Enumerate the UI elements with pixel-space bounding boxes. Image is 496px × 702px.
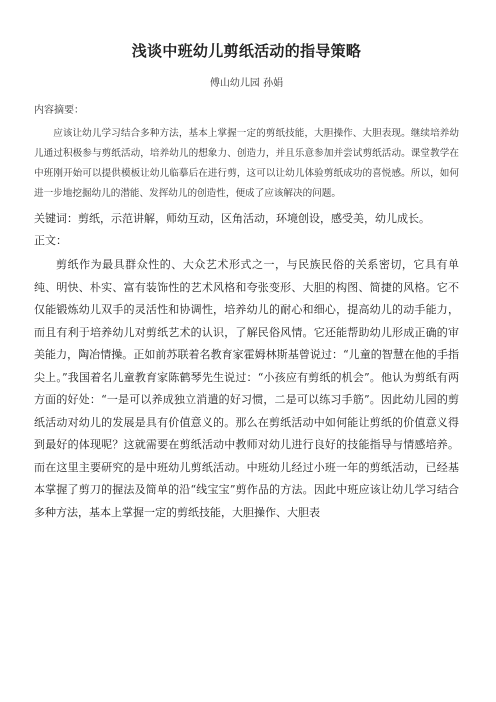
abstract-text: 应该让幼儿学习结合多种方法，基本上掌握一定的剪纸技能，大胆操作、大胆表现。继续培养幼儿通过积极参与剪纸活动，培养幼儿的想象力、创造力，并且乐意参加并尝试剪纸活动。课堂教学在中班刚开始可以提供模板让幼儿临摹后在进行剪，这可以让幼儿体验剪纸成功的喜悦感。所以，如何进一步地挖掘幼儿的潜能、发挥幼儿的创造性，便成了应该解决的问题。 bbox=[34, 128, 459, 199]
document-title: 浅谈中班幼儿剪纸活动的指导策略 bbox=[131, 42, 362, 60]
body-label: 正文： bbox=[34, 234, 67, 247]
keywords-label: 关键词： bbox=[34, 212, 78, 225]
body-paragraph: 剪纸作为最具群众性的、大众艺术形式之一，与民族民俗的关系密切，它具有单纯、明快、朴实、富有装饰性的艺术风格和夸张变形、大胆的构图、简捷的风格。它不仅能锻炼幼儿双手的灵活性和协调性，培养幼儿的耐心和细心，提高幼儿的动手能力，而且有利于培养幼儿对剪纸艺术的认识，了解民俗风情。它还能帮助幼儿形成正确的审美能力，陶冶情操。正如前苏联着名教育家霍姆林斯基曾说过：“儿童的智慧在他的手指尖上。”我国着名儿童教育家陈鹤琴先生说过：“小孩应有剪纸的机会”。他认为剪纸有两方面的好处：“一是可以养成独立消遣的好习惯，二是可以练习手筋”。因此幼儿园的剪纸活动对幼儿的发展是具有价值意义的。那么在剪纸活动中如何能让剪纸的价值意义得到最好的体现呢？这就需要在剪纸活动中教师对幼儿进行良好的技能指导与情感培养。而在这里主要研究的是中班幼儿剪纸活动。中班幼儿经过小班一年的剪纸活动，已经基本掌握了剪刀的握法及简单的沿“线宝宝”剪作品的方法。因此中班应该让幼儿学习结合多种方法，基本上掌握一定的剪纸技能，大胆操作、大胆表 bbox=[34, 258, 459, 519]
abstract-label: 内容摘要： bbox=[34, 105, 84, 116]
keywords-line bbox=[34, 208, 459, 230]
author-line: 傅山幼儿园 孙娟 bbox=[209, 78, 284, 89]
keywords-text: 剪纸，示范讲解，师幼互动，区角活动，环境创设，感受美，幼儿成长。 bbox=[78, 212, 430, 225]
